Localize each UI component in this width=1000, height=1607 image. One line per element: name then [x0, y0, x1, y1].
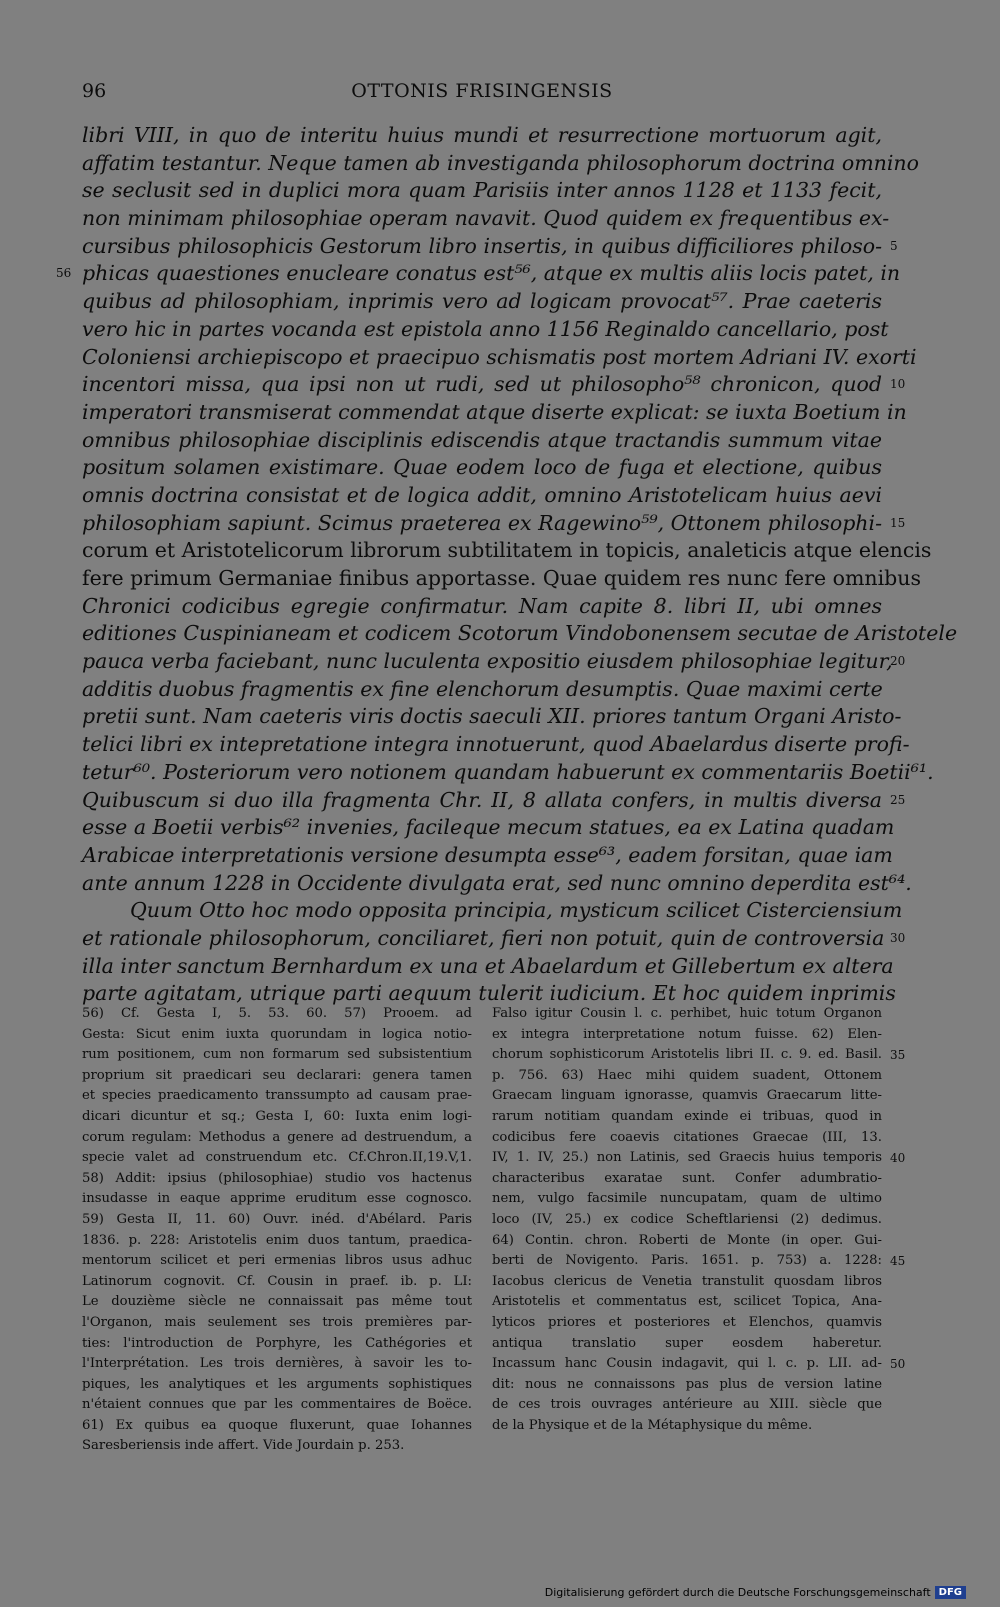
- footnote-line: l'Interprétation. Les trois dernières, à savoir les to-: [82, 1356, 472, 1372]
- line-number: 20: [890, 654, 906, 669]
- footnote-line-number: 35: [890, 1048, 906, 1063]
- footnote-line: 61) Ex quibus ea quoque fluxerunt, quae Iohannes: [82, 1417, 472, 1433]
- line-number: 5: [890, 238, 898, 253]
- text-line: incentori missa, qua ipsi non ut rudi, sed ut philosopho⁵⁸ chronicon, quod 10: [82, 371, 882, 399]
- footnote-line: rum positionem, cum non formarum sed subsistentium: [82, 1047, 472, 1063]
- footnotes-left-column: [82, 1004, 472, 1457]
- footnote-line: codicibus fere coaevis citationes Graecae (III, 13.: [492, 1129, 882, 1145]
- text-line: libri VIII, in quo de interitu huius mundi et resurrectione mortuorum agit,: [82, 123, 882, 147]
- dfg-logo: DFG: [935, 1586, 966, 1599]
- text-line: non minimam philosophiae operam navavit. Quod quidem ex frequentibus ex-: [82, 206, 890, 231]
- footnote-line: Saresberiensis inde affert. Vide Jourdain p. 253.: [82, 1438, 405, 1454]
- text-line: esse a Boetii verbis⁶² invenies, facileque mecum statues, ea ex Latina quadam: [82, 815, 895, 840]
- text-line: editiones Cuspinianeam et codicem Scotorum Vindobonensem secutae de Aristotele: [82, 621, 958, 646]
- text-line: Chronici codicibus egregie confirmatur. Nam capite 8. libri II, ubi omnes: [82, 593, 882, 618]
- running-head: [82, 80, 882, 110]
- footnote-line: Incassum hanc Cousin indagavit, qui l. c. p. LII. ad- 50: [492, 1354, 882, 1375]
- footnote-line: Graecam linguam ignorasse, quamvis Graecarum litte-: [492, 1088, 882, 1104]
- text-line: omnibus philosophiae disciplinis ediscendis atque tractandis summum vitae: [82, 427, 882, 452]
- running-title: OTTONIS FRISINGENSIS: [351, 80, 613, 102]
- footnote-line: piques, les analytiques et les arguments sophistiques: [82, 1376, 472, 1392]
- footnote-line: lyticos priores et posteriores et Elenchos, quamvis: [492, 1314, 882, 1330]
- footnote-line: chorum sophisticorum Aristotelis libri II. c. 9. ed. Basil. 35: [492, 1045, 882, 1066]
- footnote-line: Latinorum cognovit. Cf. Cousin in praef. ib. p. LI:: [82, 1273, 472, 1289]
- text-line: affatim testantur. Neque tamen ab investiganda philosophorum doctrina omnino: [82, 150, 919, 175]
- page-number: 96: [82, 80, 107, 102]
- footnote-line: specie valet ad construendum etc. Cf.Chron.II,19.V,1.: [82, 1150, 472, 1166]
- text-line: telici libri ex intepretatione integra innotuerunt, quod Abaelardus diserte profi-: [82, 732, 910, 757]
- text-line: tetur⁶⁰. Posteriorum vero notionem quandam habuerunt ex commentariis Boetii⁶¹.: [82, 759, 934, 784]
- footnote-line-number: 45: [890, 1254, 906, 1269]
- footnote-line: rarum notitiam quandam exinde ei tribuas, quod in: [492, 1108, 882, 1124]
- footnote-line: antiqua translatio super eosdem haberetur.: [492, 1335, 882, 1351]
- text-line: parte agitatam, utrique parti aequum tulerit iudicium. Et hoc quidem inprimis: [82, 981, 896, 1006]
- credit-text: Digitalisierung gefördert durch die Deutsche Forschungsgemeinschaft: [544, 1586, 931, 1599]
- footnote-line: proprium sit praedicari seu declarari: genera tamen: [82, 1067, 472, 1083]
- footnote-line: Gesta: Sicut enim iuxta quorundam in logica notio-: [82, 1026, 472, 1042]
- text-line: Coloniensi archiepiscopo et praecipuo schismatis post mortem Adriani IV. exorti: [82, 344, 917, 369]
- text-line: phicas quaestiones enucleare conatus est⁵⁶, atque ex multis aliis locis patet, in 56: [82, 260, 882, 288]
- text-line: imperatori transmiserat commendat atque diserte explicat: se iuxta Boetium in: [82, 399, 907, 424]
- footnote-line: ex integra interpretatione notum fuisse. 62) Elen-: [492, 1026, 882, 1042]
- footnote-line: characteribus exaratae sunt. Confer adumbratio-: [492, 1170, 882, 1186]
- footnote-line: corum regulam: Methodus a genere ad destruendum, a: [82, 1129, 472, 1145]
- footnote-line-number: 50: [890, 1357, 906, 1372]
- footnote-line: et species praedicamento transsumpto ad causam prae-: [82, 1088, 472, 1104]
- text-line: vero hic in partes vocanda est epistola anno 1156 Reginaldo cancellario, post: [82, 316, 889, 341]
- text-line: illa inter sanctum Bernhardum ex una et Abaelardum et Gillebertum ex altera: [82, 953, 894, 978]
- line-number: 10: [890, 377, 906, 392]
- footnote-line: ties: l'introduction de Porphyre, les Cathégories et: [82, 1335, 472, 1351]
- footnote-line: mentorum scilicet et peri ermenias libros usus adhuc: [82, 1253, 472, 1269]
- footnote-line-number: 40: [890, 1151, 906, 1166]
- footnote-line: Iacobus clericus de Venetia transtulit quosdam libros: [492, 1273, 882, 1289]
- footnote-line: berti de Novigento. Paris. 1651. p. 753) a. 1228: 45: [492, 1251, 882, 1272]
- text-line: pauca verba faciebant, nunc luculenta expositio eiusdem philosophiae legitur, 20: [82, 648, 882, 676]
- footnote-line: l'Organon, mais seulement ses trois premières par-: [82, 1314, 472, 1330]
- line-number: 15: [890, 515, 906, 530]
- footnote-line: 59) Gesta II, 11. 60) Ouvr. inéd. d'Abélard. Paris: [82, 1211, 472, 1227]
- margin-note-marker: 56: [56, 266, 72, 281]
- footnote-line: loco (IV, 25.) ex codice Scheftlariensi (2) dedimus.: [492, 1211, 882, 1227]
- text-line: Quum Otto hoc modo opposita principia, mysticum scilicet Cisterciensium: [130, 898, 903, 923]
- footnote-line: p. 756. 63) Haec mihi quidem suadent, Ottonem: [492, 1067, 882, 1083]
- text-line: additis duobus fragmentis ex fine elenchorum desumptis. Quae maximi certe: [82, 676, 883, 701]
- footnote-line: Aristotelis et commentatus est, scilicet Topica, Ana-: [492, 1294, 882, 1310]
- footnote-line: Le douzième siècle ne connaissait pas même tout: [82, 1294, 472, 1310]
- text-line: positum solamen existimare. Quae eodem loco de fuga et electione, quibus: [82, 455, 882, 480]
- footnote-line: n'étaient connues que par les commentaires de Boëce.: [82, 1397, 472, 1413]
- line-number: 25: [890, 792, 906, 807]
- footnote-line: 64) Contin. chron. Roberti de Monte (in oper. Gui-: [492, 1232, 882, 1248]
- footnote-line: 58) Addit: ipsius (philosophiae) studio vos hactenus: [82, 1170, 472, 1186]
- text-line: philosophiam sapiunt. Scimus praeterea ex Ragewino⁵⁹, Ottonem philosophi- 15: [82, 510, 882, 538]
- footnote-line: de la Physique et de la Métaphysique du même.: [492, 1417, 813, 1433]
- footnote-line: dicari dicuntur et sq.; Gesta I, 60: Iuxta enim logi-: [82, 1108, 472, 1124]
- main-text-block: [56, 122, 958, 1008]
- footnote-line: Falso igitur Cousin l. c. perhibet, huic totum Organon: [492, 1006, 882, 1021]
- footnote-line: IV, 1. IV, 25.) non Latinis, sed Graecis huius temporis 40: [492, 1148, 882, 1169]
- text-line: Arabicae interpretationis versione desumpta esse⁶³, eadem forsitan, quae iam: [82, 842, 893, 867]
- text-line: ante annum 1228 in Occidente divulgata erat, sed nunc omnino deperdita est⁶⁴.: [82, 870, 912, 895]
- text-line: omnis doctrina consistat et de logica addit, omnino Aristotelicam huius aevi: [82, 482, 882, 507]
- footnote-line: insudasse in eaque apprime eruditum esse cognosco.: [82, 1191, 472, 1207]
- text-line: et rationale philosophorum, conciliaret, fieri non potuit, quin de controversia 30: [82, 925, 882, 953]
- footnote-line: nem, vulgo facsimile nuncupatam, quam de ultimo: [492, 1191, 882, 1207]
- text-line: se seclusit sed in duplici mora quam Parisiis inter annos 1128 et 1133 fecit,: [82, 178, 882, 203]
- text-line: Quibuscum si duo illa fragmenta Chr. II, 8 allata confers, in multis diversa 25: [82, 787, 882, 815]
- text-line: corum et Aristotelicorum librorum subtilitatem in topicis, analeticis atque elencis: [82, 538, 932, 563]
- footnote-line: 1836. p. 228: Aristotelis enim duos tantum, praedica-: [82, 1232, 472, 1248]
- line-number: 30: [890, 930, 906, 945]
- text-line: quibus ad philosophiam, inprimis vero ad logicam provocat⁵⁷. Prae caeteris: [82, 289, 882, 314]
- footnote-line: dit: nous ne connaissons pas plus de version latine: [492, 1376, 882, 1392]
- text-line: fere primum Germaniae finibus apportasse. Quae quidem res nunc fere omnibus: [82, 566, 922, 590]
- digitization-credit: [545, 1586, 966, 1599]
- text-line: cursibus philosophicis Gestorum libro insertis, in quibus difficiliores philoso- 5: [82, 233, 882, 261]
- text-line: pretii sunt. Nam caeteris viris doctis saeculi XII. priores tantum Organi Aristo-: [82, 704, 902, 729]
- footnote-line: de ces trois ouvrages antérieure au XIII. siècle que: [492, 1397, 882, 1413]
- footnote-line: 56) Cf. Gesta I, 5. 53. 60. 57) Prooem. ad: [82, 1006, 472, 1021]
- footnotes-right-column: [492, 1004, 906, 1436]
